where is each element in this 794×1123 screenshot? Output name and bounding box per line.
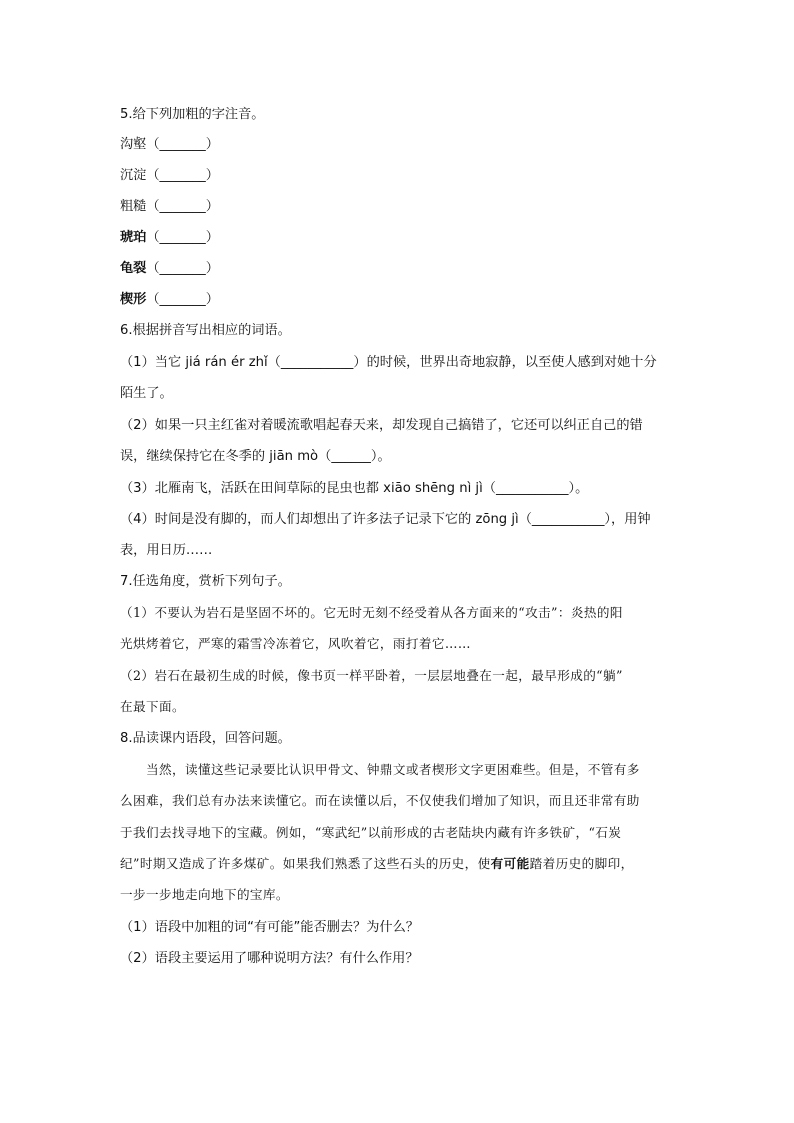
q6-sub2-line1: （2）如果一只主红雀对着暖流歌唱起春天来，却发现自己搞错了，它还可以纠正自己的错 bbox=[120, 418, 643, 433]
q8-passage-line5: 一步一步地走向地下的宝库。 bbox=[120, 887, 289, 902]
answer-blank: （_______） bbox=[146, 230, 219, 245]
q7-title: 7.任选角度，赏析下列句子。 bbox=[120, 574, 291, 589]
q8-passage-line3: 于我们去找寻地下的宝藏。例如，“寒武纪”以前形成的古老陆块内藏有许多铁矿，“石炭 bbox=[120, 825, 622, 840]
q5-word: 琥珀 bbox=[120, 230, 147, 245]
q6-sub1-line2: 陌生了。 bbox=[120, 386, 173, 401]
q8-title: 8.品读课内语段，回答问题。 bbox=[120, 731, 291, 746]
q7-sub2-line1: （2）岩石在最初生成的时候，像书页一样平卧着，一层层地叠在一起，最早形成的“躺” bbox=[120, 668, 623, 683]
q5-item-2 bbox=[120, 169, 219, 182]
q5-item-5 bbox=[120, 262, 219, 275]
q6-sub2-line2: 误，继续保持它在冬季的 jiān mò（______）。 bbox=[120, 449, 391, 464]
q8-passage-line2: 么困难，我们总有办法来读懂它。而在读懂以后，不仅使我们增加了知识，而且还非常有助 bbox=[120, 793, 640, 808]
q5-word: 沉淀 bbox=[120, 168, 147, 183]
q7-sub2-line2: 在最下面。 bbox=[120, 699, 185, 714]
bold-phrase: 有可能 bbox=[490, 856, 530, 871]
answer-blank: （_______） bbox=[146, 168, 219, 183]
q8-sub1: （1）语段中加粗的词“有可能”能否删去？为什么？ bbox=[120, 920, 419, 935]
q5-word: 龟裂 bbox=[120, 261, 147, 276]
q6-title: 6.根据拼音写出相应的词语。 bbox=[120, 323, 291, 338]
q8-passage-line1: 当然，读懂这些记录要比认识甲骨文、钟鼎文或者楔形文字更困难些。但是，不管有多 bbox=[146, 762, 640, 777]
passage-text: 纪”时期又造成了许多煤矿。如果我们熟悉了这些石头的历史，使 bbox=[120, 856, 491, 871]
answer-blank: （_______） bbox=[146, 292, 219, 307]
q5-word: 楔形 bbox=[120, 292, 147, 307]
answer-blank: （_______） bbox=[146, 199, 219, 214]
passage-text: 踏着历史的脚印， bbox=[529, 856, 634, 871]
q7-sub1-line2: 光烘烤着它，严寒的霜雪冷冻着它，风吹着它，雨打着它…… bbox=[120, 636, 471, 651]
q6-sub4-line1: （4）时间是没有脚的，而人们却想出了许多法子记录下它的 zōng jì（___________），用钟 bbox=[120, 512, 651, 527]
answer-blank: （_______） bbox=[146, 261, 219, 276]
q8-passage-line4 bbox=[120, 858, 634, 871]
q5-item-6 bbox=[120, 293, 219, 306]
q5-item-3 bbox=[120, 200, 219, 213]
q5-item-1 bbox=[120, 138, 219, 151]
q6-sub1-line1: （1）当它 jiá rán ér zhǐ（___________）的时候，世界出奇地寂静，以至使人感到对她十分 bbox=[120, 355, 657, 370]
q5-word: 沟壑 bbox=[120, 137, 147, 152]
q5-item-4 bbox=[120, 231, 219, 244]
q7-sub1-line1: （1）不要认为岩石是坚固不坏的。它无时无刻不经受着从各方面来的“攻击”：炎热的阳 bbox=[120, 605, 623, 620]
q5-word: 粗糙 bbox=[120, 199, 147, 214]
q5-title: 5.给下列加粗的字注音。 bbox=[120, 107, 265, 122]
q6-sub3: （3）北雁南飞，活跃在田间草际的昆虫也都 xiāo shēng nì jì（___________）。 bbox=[120, 481, 589, 496]
answer-blank: （_______） bbox=[146, 137, 219, 152]
q6-sub4-line2: 表，用日历…… bbox=[120, 543, 213, 558]
q8-sub2: （2）语段主要运用了哪种说明方法？有什么作用？ bbox=[120, 951, 419, 966]
